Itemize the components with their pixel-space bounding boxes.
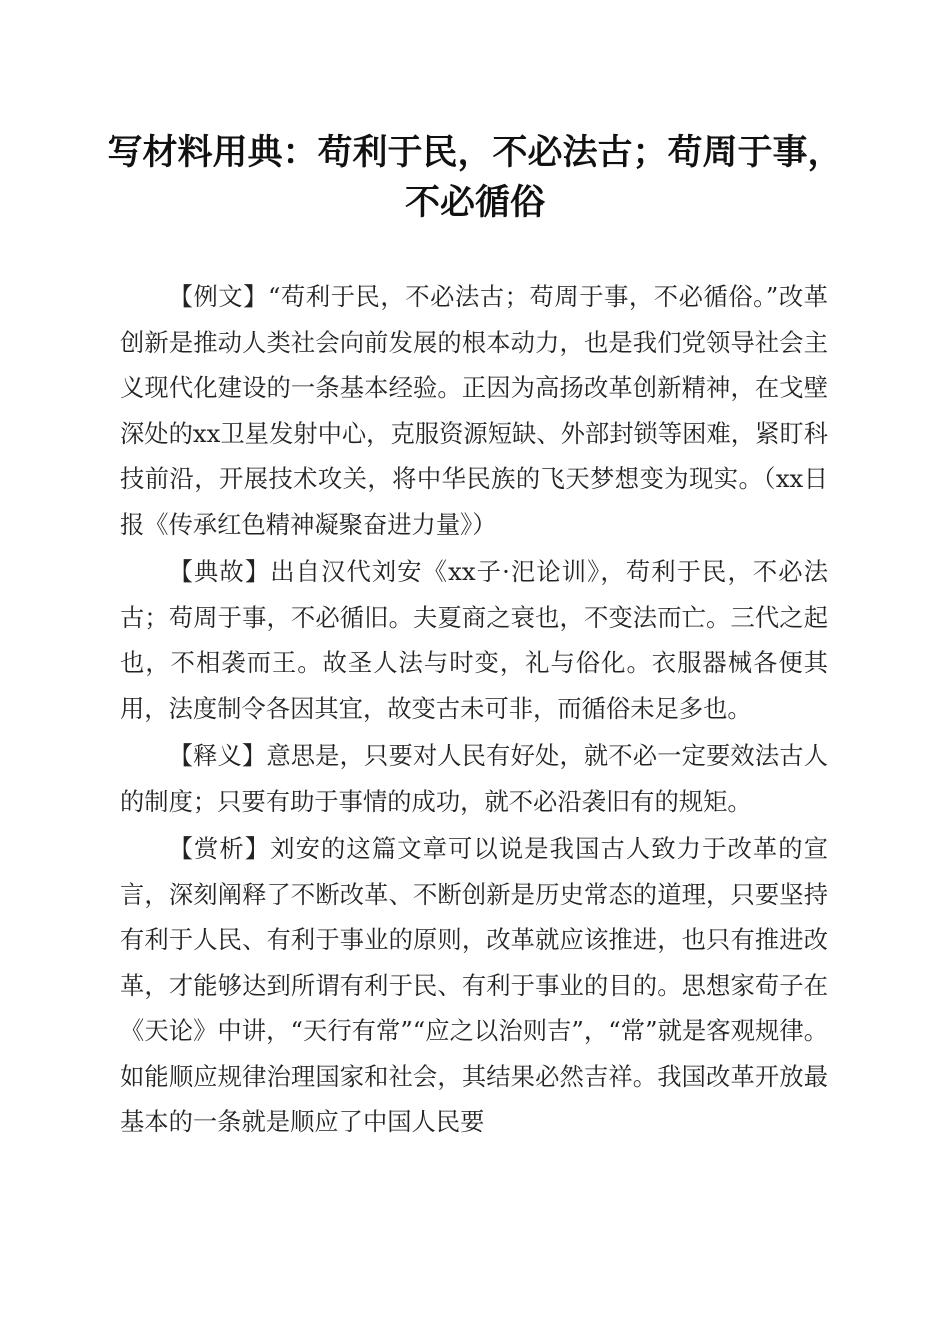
paragraph-example <box>120 274 828 547</box>
document-body <box>120 274 828 1147</box>
paragraph-tag: 【典故】 <box>168 557 271 586</box>
paragraph-tag: 【赏析】 <box>168 834 271 863</box>
paragraph-text: 意思是，只要对人民有好处，就不必一定要效法古人的制度；只要有助于事情的成功，就不必沿袭旧有的规矩。 <box>120 741 829 816</box>
paragraph-text: 出自汉代刘安《xx子·汜论训》，苟利于民，不必法古；苟周于事，不必循旧。夫夏商之衰也，不变法而亡。三代之起也，不相袭而王。故圣人法与时变，礼与俗化。衣服器械各便其用，法度制令各因其宜，故变古未可非，而循俗未足多也。 <box>120 557 828 723</box>
document-title: 写材料用典：苟利于民，不必法古；苟周于事，不必循俗 <box>107 132 843 223</box>
paragraph-tag: 【例文】 <box>168 282 269 311</box>
paragraph-meaning <box>120 733 828 824</box>
paragraph-appreciation <box>120 826 828 1145</box>
paragraph-tag: 【释义】 <box>168 741 267 770</box>
paragraph-text: 刘安的这篇文章可以说是我国古人致力于改革的宣言，深刻阐释了不断改革、不断创新是历史常态的道理，只要坚持有利于人民、有利于事业的原则，改革就应该推进，也只有推进改革，才能够达到所谓有利于民、有利于事业的目的。思想家荀子在《天论》中讲，“天行有常”“应之以治则吉”，“常”就是客观规律。如能顺应规律治理国家和社会，其结果必然吉祥。我国改革开放最基本的一条就是顺应了中国人民要 <box>120 834 829 1136</box>
paragraph-allusion <box>120 549 828 731</box>
paragraph-text: “苟利于民，不必法古；苟周于事，不必循俗。”改革创新是推动人类社会向前发展的根本动力，也是我们党领导社会主义现代化建设的一条基本经验。正因为高扬改革创新精神，在戈壁深处的xx卫星发射中心，克服资源短缺、外部封锁等困难，紧盯科技前沿，开展技术攻关，将中华民族的飞天梦想变为现实。（xx日报《传承红色精神凝聚奋进力量》） <box>120 282 829 539</box>
